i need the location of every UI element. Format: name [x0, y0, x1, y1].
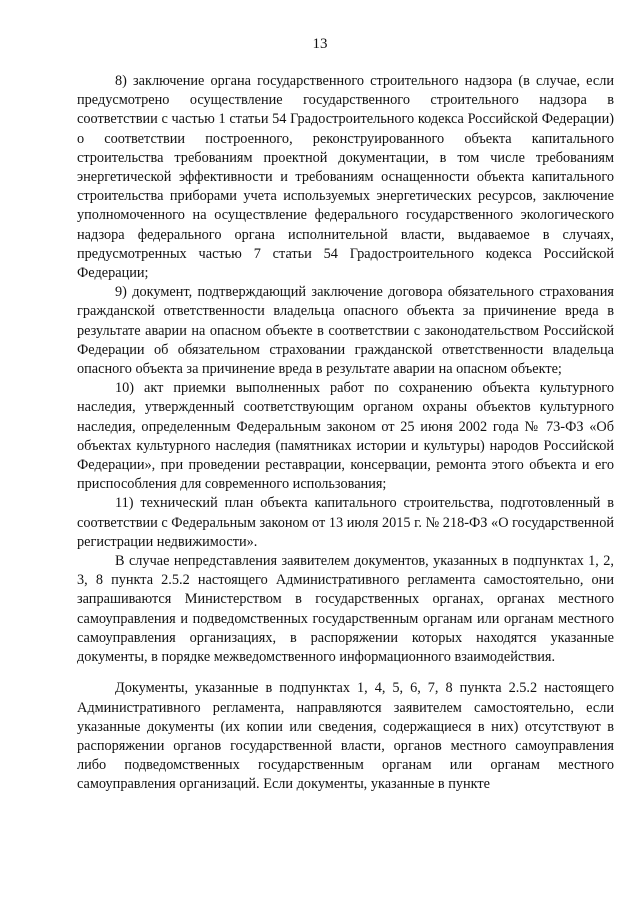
paragraph-interagency-request: В случае непредставления заявителем документов, указанных в подпунктах 1, 2, 3, 8 пункта 2.5.2 настоящего Административного регламента самостоятельно, они запрашиваются Министерством в государственных органах, органах местного самоуправления и подведомственных государственным органам или органам местного самоуправления организациях, в распоряжении которых находятся указанные документы, в порядке межведомственного информационного взаимодействия.	[77, 553, 614, 666]
page-number: 13	[312, 36, 328, 52]
paragraph-item-9: 9) документ, подтверждающий заключение договора обязательного страхования гражданской ответственности владельца опасного объекта за причинение вреда в результате аварии на опасном объекте в соответствии с законодательством Российской Федерации об обязательном страховании гражданской ответственности владельца опасного объекта за причинение вреда в результате аварии на опасном объекте;	[77, 284, 614, 378]
paragraph-item-11: 11) технический план объекта капитального строительства, подготовленный в соответствии с Федеральным законом от 13 июля 2015 г. № 218-ФЗ «О государственной регистрации недвижимости».	[77, 495, 614, 550]
document-body	[77, 72, 614, 795]
paragraph-applicant-documents: Документы, указанные в подпунктах 1, 4, 5, 6, 7, 8 пункта 2.5.2 настоящего Административного регламента, направляются заявителем самостоятельно, если указанные документы (их копии или сведения, содержащиеся в них) отсутствуют в распоряжении органов государственной власти, органов местного самоуправления либо подведомственных государственным органам или органам местного самоуправления организаций. Если документы, указанные в пункте	[77, 680, 614, 793]
paragraph-item-8: 8) заключение органа государственного строительного надзора (в случае, если предусмотрено осуществление государственного строительного надзора в соответствии с частью 1 статьи 54 Градостроительного кодекса Российской Федерации) о соответствии построенного, реконструированного объекта капитального строительства требованиям проектной документации, в том числе требованиям энергетической эффективности и требованиям оснащенности объекта капитального строительства приборами учета используемых энергетических ресурсов, заключение уполномоченного на осуществление федерального государственного экологического надзора федерального органа исполнительной власти, выдаваемое в случаях, предусмотренных частью 7 статьи 54 Градостроительного кодекса Российской Федерации;	[77, 73, 614, 282]
paragraph-item-10: 10) акт приемки выполненных работ по сохранению объекта культурного наследия, утвержденный соответствующим органом охраны объектов культурного наследия, определенным Федеральным законом от 25 июня 2002 года № 73-ФЗ «Об объектах культурного наследия (памятниках истории и культуры) народов Российской Федерации», при проведении реставрации, консервации, ремонта этого объекта и его приспособления для современного использования;	[77, 380, 614, 493]
